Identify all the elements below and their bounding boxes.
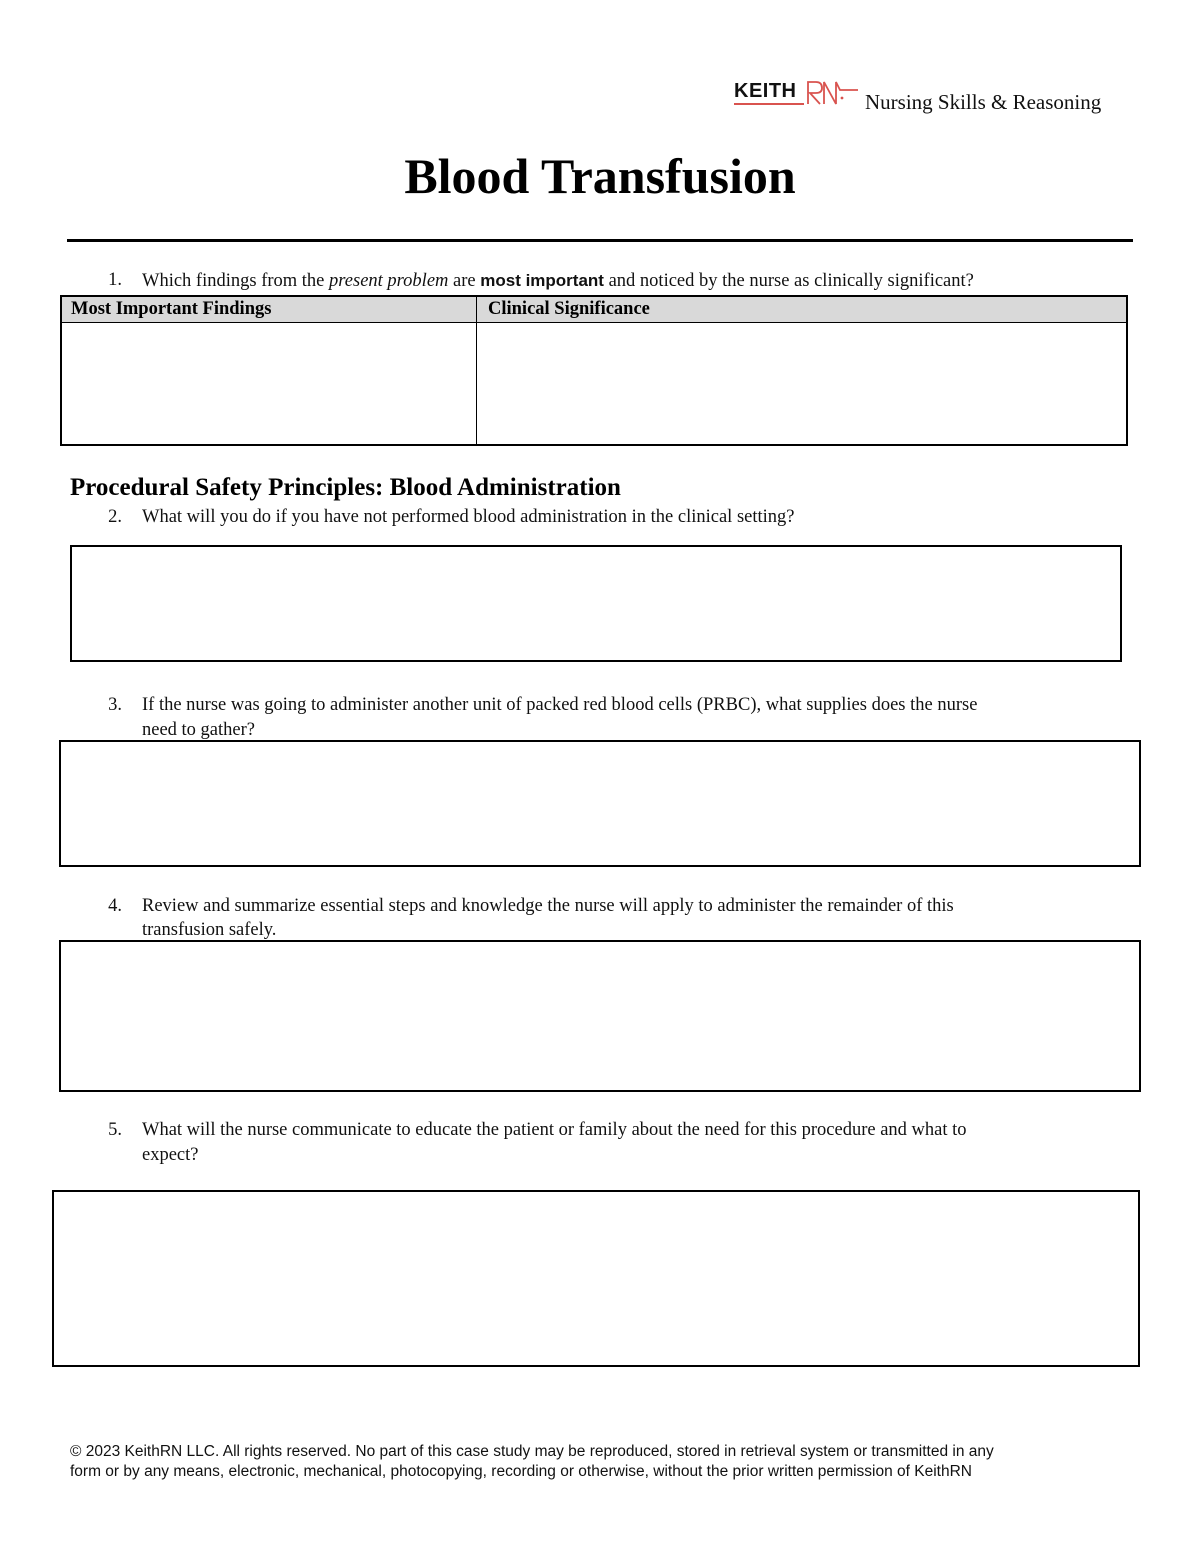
question-1-number: 1. [108,270,122,290]
question-5-text-line1: What will the nurse communicate to educate the patient or family about the need for this procedure and what to [142,1120,967,1140]
keithrn-logo [734,76,1134,116]
footer-line-2: form or by any means, electronic, mechanical, photocopying, recording or otherwise, without the prior written permission of KeithRN [70,1463,972,1480]
findings-input-cell[interactable] [62,323,476,444]
question-5-text-line2: expect? [142,1145,199,1165]
question-1-text: Which findings from the present problem are most important and noticed by the nurse as clinically significant? [142,271,974,291]
findings-table [60,295,1128,446]
question-4-text-line1: Review and summarize essential steps and knowledge the nurse will apply to administer the remainder of this [142,896,954,916]
question-3-number: 3. [108,695,122,715]
answer-box-2[interactable] [70,545,1122,662]
table-header-row [62,297,1126,323]
question-4-text-line2: transfusion safely. [142,920,277,940]
answer-box-3[interactable] [59,740,1141,867]
page-title: Blood Transfusion [404,148,796,204]
logo-underline [734,103,804,105]
header-clinical-significance: Clinical Significance [488,299,650,319]
header-most-important-findings: Most Important Findings [71,299,272,319]
question-3-text-line2: need to gather? [142,720,255,740]
answer-box-5[interactable] [52,1190,1140,1367]
question-2-text: What will you do if you have not performed blood administration in the clinical setting? [142,507,795,527]
section-heading: Procedural Safety Principles: Blood Administration [70,474,621,501]
logo-tagline: Nursing Skills & Reasoning [865,90,1102,114]
question-3-text-line1: If the nurse was going to administer another unit of packed red blood cells (PRBC), what supplies does the nurse [142,695,978,715]
copyright-footer [70,1442,1150,1482]
question-2-number: 2. [108,507,122,527]
footer-line-1: © 2023 KeithRN LLC. All rights reserved. No part of this case study may be reproduced, stored in retrieval system or transmitted in any [70,1443,994,1460]
title-divider [67,239,1133,242]
question-4-number: 4. [108,896,122,916]
significance-input-cell[interactable] [477,323,1126,444]
question-5-number: 5. [108,1120,122,1140]
logo-word: KEITH [734,80,797,102]
answer-box-4[interactable] [59,940,1141,1092]
